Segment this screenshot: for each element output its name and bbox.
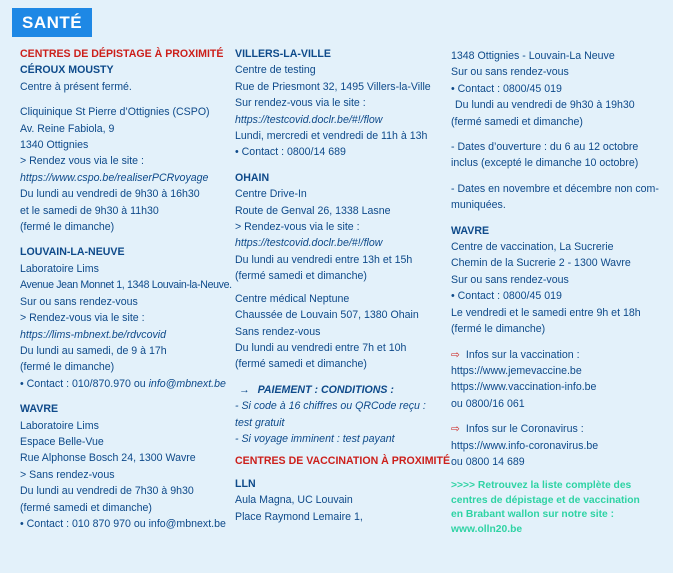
wavre-rdv: > Sans rendez-vous (20, 468, 115, 481)
ohain-name: Centre Drive-In (235, 188, 307, 201)
vacc-lln-hours: Du lundi au vendredi de 9h30 à 19h30 (455, 99, 635, 112)
payment-line1: - Si code à 16 chiffres ou QRCode reçu : (235, 400, 426, 413)
promo-url-link[interactable]: www.olln20.be (451, 523, 523, 535)
wavre-addr: Rue Alphonse Bosch 24, 1300 Wavre (20, 452, 196, 465)
payment-line2: test gratuit (235, 416, 285, 429)
wavre-title: WAVRE (20, 403, 59, 416)
vacc-lln-rdv: Sur ou sans rendez-vous (451, 66, 569, 79)
ceroux-addr2: 1340 Ottignies (20, 139, 89, 152)
lln-name: Laboratoire Lims (20, 262, 99, 275)
vacc-lln-name: Aula Magna, UC Louvain (235, 494, 353, 507)
villers-title: VILLERS-LA-VILLE (235, 48, 331, 60)
payment-line3: - Si voyage imminent : test payant (235, 432, 395, 445)
wavre-contact: • Contact : 010 870 970 ou info@mbnext.be (20, 517, 226, 530)
lln-rdv: > Rendez-vous via le site : (20, 312, 145, 325)
vacc-wavre-closed-note: (fermé le dimanche) (451, 323, 546, 336)
wavre-hours: Du lundi au vendredi de 7h30 à 9h30 (20, 485, 194, 498)
ohain-closed-note2: (fermé samedi et dimanche) (235, 358, 367, 371)
villers-name: Centre de testing (235, 64, 316, 77)
vaccination-heading: CENTRES DE VACCINATION À PROXIMITÉ (235, 455, 451, 468)
vacc-lln-dates3: - Dates en novembre et décembre non com- (451, 182, 659, 195)
villers-hours: Lundi, mercredi et vendredi de 11h à 13h (235, 130, 428, 143)
arrow-right-icon: ⇨ (451, 348, 460, 361)
info-corona-label-line (451, 421, 666, 437)
lln-closed-note: (fermé le dimanche) (20, 361, 115, 374)
column-left (20, 46, 232, 532)
ohain-name2: Centre médical Neptune (235, 292, 350, 305)
lln-email-link[interactable]: info@mbnext.be (148, 377, 226, 390)
lln-title: LOUVAIN-LA-NEUVE (20, 246, 125, 259)
lln-url-link[interactable]: https://lims-mbnext.be/rdvcovid (20, 328, 167, 341)
ceroux-closed: Centre à présent fermé. (20, 80, 132, 93)
ohain-title: OHAIN (235, 171, 270, 184)
villers-url-link[interactable]: https://testcovid.doclr.be/#!/flow (235, 113, 383, 126)
info-vacc-label: Infos sur la vaccination : (465, 348, 580, 361)
ceroux-rdv: > Rendez vous via le site : (20, 155, 144, 168)
vacc-wavre-name: Centre de vaccination, La Sucrerie (451, 241, 614, 254)
wavre-place: Espace Belle-Vue (20, 435, 104, 448)
vacc-wavre-addr: Chemin de la Sucrerie 2 - 1300 Wavre (451, 257, 631, 270)
ceroux-hours2: et le samedi de 9h30 à 11h30 (20, 204, 159, 217)
info-vacc-url2-link[interactable]: https://www.vaccination-info.be (451, 381, 597, 394)
lln-contact (20, 376, 225, 392)
villers-rdv: Sur rendez-vous via le site : (235, 97, 366, 110)
info-vacc-phone: ou 0800/16 061 (451, 397, 525, 410)
info-corona-phone: ou 0800 14 689 (451, 455, 525, 468)
ceroux-title: CÉROUX MOUSTY (20, 64, 114, 77)
vacc-lln-dates4: muniquées. (451, 199, 506, 212)
payment-title-line (235, 382, 440, 398)
ohain-rdv: > Rendez-vous via le site : (235, 221, 360, 234)
ceroux-url-link[interactable]: https://www.cspo.be/realiserPCRvoyage (20, 171, 209, 184)
info-corona-label: Infos sur le Coronavirus : (465, 423, 584, 436)
info-vacc-url1-link[interactable]: https://www.jemevaccine.be (451, 364, 582, 377)
vacc-lln-dates1: - Dates d’ouverture : du 6 au 12 octobre (451, 141, 639, 154)
lln-rdv-opt: Sur ou sans rendez-vous (20, 295, 138, 308)
ohain-hours: Du lundi au vendredi entre 13h et 15h (235, 253, 413, 266)
vacc-lln-dates2: inclus (excepté le dimanche 10 octobre) (451, 157, 639, 170)
ohain-url-link[interactable]: https://testcovid.doclr.be/#!/flow (235, 237, 383, 250)
ceroux-closed-note: (fermé le dimanche) (20, 221, 115, 234)
info-vacc-label-line (451, 347, 666, 363)
vacc-lln-addr: Place Raymond Lemaire 1, (235, 510, 363, 523)
ohain-addr: Route de Genval 26, 1338 Lasne (235, 204, 391, 217)
lln-contact-prefix: • Contact : 010/870.970 ou (20, 377, 149, 390)
vacc-wavre-contact: • Contact : 0800/45 019 (451, 290, 562, 303)
arrow-right-icon: ⇨ (451, 423, 460, 436)
vacc-wavre-rdv: Sur ou sans rendez-vous (451, 273, 569, 286)
villers-contact: • Contact : 0800/14 689 (235, 146, 346, 159)
ohain-closed-note: (fermé samedi et dimanche) (235, 270, 367, 283)
ceroux-hours1: Du lundi au vendredi de 9h30 à 16h30 (20, 188, 200, 201)
screening-heading: CENTRES DE DÉPISTAGE À PROXIMITÉ (20, 48, 224, 60)
lln-addr: Avenue Jean Monnet 1, 1348 Louvain-la-Neuve. (20, 279, 232, 292)
ohain-addr2: Chaussée de Louvain 507, 1380 Ohain (235, 309, 419, 322)
vacc-lln-closed-note: (fermé samedi et dimanche) (451, 115, 583, 128)
wavre-name: Laboratoire Lims (20, 419, 99, 432)
vacc-lln-contact: • Contact : 0800/45 019 (451, 82, 562, 95)
vacc-wavre-title: WAVRE (451, 224, 490, 237)
villers-addr: Rue de Priesmont 32, 1495 Villers-la-Ville (235, 80, 431, 93)
column-middle (235, 46, 451, 525)
vacc-wavre-hours: Le vendredi et le samedi entre 9h et 18h (451, 306, 641, 319)
ceroux-name: Cliquinique St Pierre d’Ottignies (CSPO) (20, 106, 210, 119)
promo-line2: centres de dépistage et de vaccination (451, 494, 640, 506)
section-banner: SANTÉ (12, 8, 92, 37)
info-corona-url-link[interactable]: https://www.info-coronavirus.be (451, 439, 599, 452)
wavre-closed-note: (fermé samedi et dimanche) (20, 501, 152, 514)
promo-line1: >>>> Retrouvez la liste complète des (451, 480, 632, 492)
ceroux-addr1: Av. Reine Fabiola, 9 (20, 122, 115, 135)
ohain-hours2: Du lundi au vendredi entre 7h et 10h (235, 341, 407, 354)
vacc-lln-title: LLN (235, 477, 256, 490)
promo-line3: en Brabant wallon sur notre site : (451, 509, 615, 521)
ohain-rdv2: Sans rendez-vous (235, 325, 321, 338)
vacc-lln-addr-cont: 1348 Ottignies - Louvain-La Neuve (451, 50, 615, 62)
payment-title: PAIEMENT : CONDITIONS : (257, 383, 394, 396)
arrow-right-icon: → (239, 383, 250, 396)
column-right (451, 48, 666, 537)
lln-hours: Du lundi au samedi, de 9 à 17h (20, 344, 167, 357)
